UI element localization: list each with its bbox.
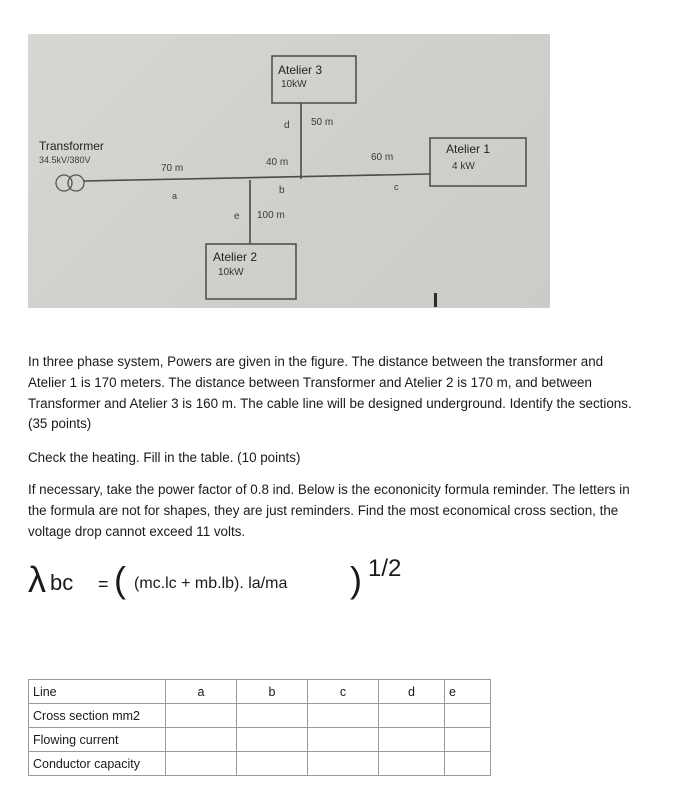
- cell-capacity-c[interactable]: [308, 752, 379, 776]
- distance-100m: 100 m: [257, 210, 285, 221]
- table-row: [29, 704, 491, 728]
- atelier2-name: Atelier 2: [213, 250, 258, 264]
- section-c: c: [394, 182, 399, 192]
- header-a: a: [166, 680, 237, 704]
- section-d: d: [284, 120, 290, 131]
- transformer-rating: 34.5kV/380V: [39, 155, 91, 165]
- header-line: Line: [29, 680, 166, 704]
- atelier1-power: 4 kW: [452, 161, 475, 172]
- cell-cross-section-e[interactable]: [445, 704, 491, 728]
- cell-cross-section-a[interactable]: [166, 704, 237, 728]
- section-b: b: [279, 185, 285, 196]
- problem-statement: In three phase system, Powers are given in the figure. The distance between the transformer and Atelier 1 is 170 meters. The distance between Transformer and Atelier 2 is 170 m, and between Transformer and Atelier 3 is 160 m. The cable line will be designed underground. Identify the sections. (35 points): [28, 354, 632, 432]
- cell-cross-section-d[interactable]: [379, 704, 445, 728]
- header-d: d: [379, 680, 445, 704]
- cell-cross-section-b[interactable]: [237, 704, 308, 728]
- distance-70m: 70 m: [161, 163, 184, 174]
- formula-equals: =: [98, 574, 109, 594]
- economy-instruction: If necessary, take the power factor of 0.8 ind. Below is the econonicity formula reminder. The letters in the formula are not for shapes, they are just reminders. Find the most economical cross section, the voltage drop cannot exceed 11 volts.: [28, 482, 630, 539]
- cell-capacity-a[interactable]: [166, 752, 237, 776]
- distance-40m: 40 m: [266, 157, 289, 168]
- transformer-coil-right: [68, 175, 84, 191]
- header-e: e: [445, 680, 491, 704]
- cell-cross-section-c[interactable]: [308, 704, 379, 728]
- cell-capacity-d[interactable]: [379, 752, 445, 776]
- figure-mark: [434, 293, 437, 307]
- section-e: e: [234, 211, 240, 222]
- section-a: a: [172, 191, 178, 201]
- main-line: [84, 174, 430, 181]
- atelier2-power: 10kW: [218, 267, 244, 278]
- row-label-cross-section: Cross section mm2: [29, 704, 166, 728]
- row-label-conductor-capacity: Conductor capacity: [29, 752, 166, 776]
- formula-body: (mc.lc + mb.lb). la/ma: [134, 575, 288, 592]
- table-row: [29, 752, 491, 776]
- cell-current-c[interactable]: [308, 728, 379, 752]
- cell-current-b[interactable]: [237, 728, 308, 752]
- table-header-row: [29, 680, 491, 704]
- row-label-flowing-current: Flowing current: [29, 728, 166, 752]
- formula-open-paren: (: [114, 559, 126, 600]
- formula-lambda: λ: [28, 559, 46, 600]
- formula-lambda-subscript: bc: [50, 570, 74, 595]
- distance-50m: 50 m: [311, 117, 334, 128]
- heating-instruction: Check the heating. Fill in the table. (10 points): [28, 450, 301, 465]
- header-c: c: [308, 680, 379, 704]
- header-b: b: [237, 680, 308, 704]
- cell-current-d[interactable]: [379, 728, 445, 752]
- formula-close-paren: ): [350, 559, 362, 600]
- atelier1-name: Atelier 1: [446, 142, 491, 156]
- transformer-label: Transformer: [39, 139, 104, 153]
- results-table: [28, 679, 491, 776]
- cell-current-e[interactable]: [445, 728, 491, 752]
- cell-current-a[interactable]: [166, 728, 237, 752]
- atelier3-name: Atelier 3: [278, 63, 323, 77]
- cell-capacity-e[interactable]: [445, 752, 491, 776]
- table-row: [29, 728, 491, 752]
- formula-exponent: 1/2: [368, 555, 402, 582]
- cell-capacity-b[interactable]: [237, 752, 308, 776]
- distance-60m: 60 m: [371, 152, 394, 163]
- atelier3-power: 10kW: [281, 79, 307, 90]
- economicity-formula: [28, 556, 448, 616]
- circuit-figure: [28, 34, 550, 308]
